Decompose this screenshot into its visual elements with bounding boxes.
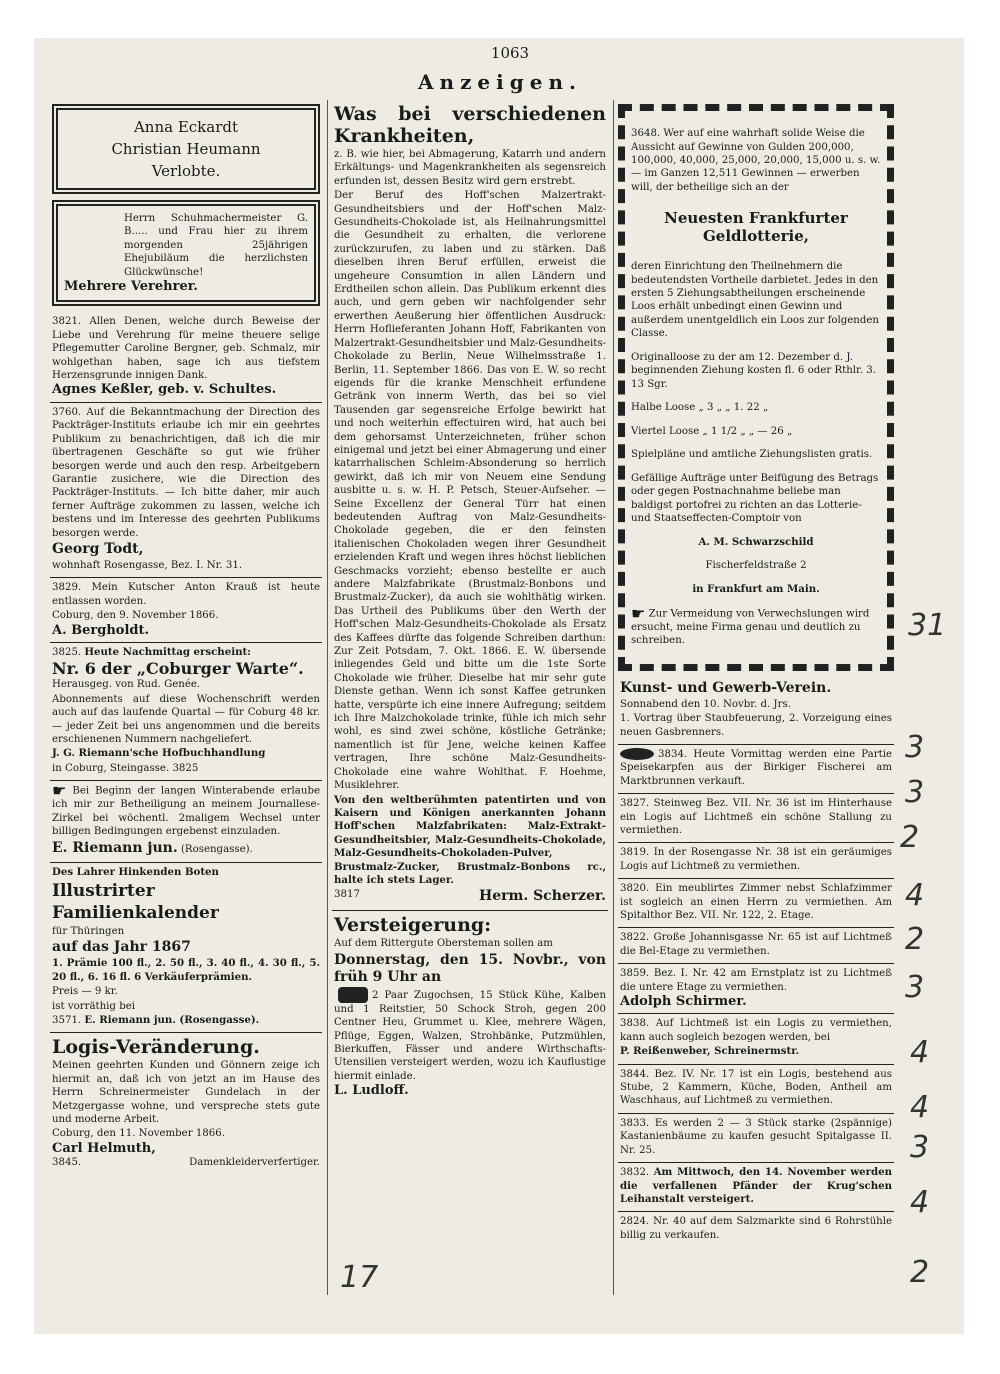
column-divider <box>613 100 614 1295</box>
ad-2824 <box>618 1212 894 1247</box>
ad-number: 3825. <box>52 646 82 658</box>
ad-text: Originalloose zu der am 12. Dezember d. J. beginnenden Ziehung kosten fl. 6 oder Rthlr. 3. 13 Sgr. <box>631 351 876 390</box>
ad-text: Viertel Loose „ 1 1/2 „ „ — 26 „ <box>631 425 793 437</box>
column-1 <box>50 100 322 1175</box>
ad-3819 <box>618 843 894 879</box>
ad-text: für Thüringen <box>52 925 125 937</box>
column-divider <box>327 100 328 1295</box>
ad-auction <box>332 911 608 1102</box>
ad-address: wohnhaft Rosengasse, Bez. I. Nr. 31. <box>52 559 243 571</box>
ad-number: 3844. <box>620 1068 650 1080</box>
ad-3820 <box>618 879 894 928</box>
margin-note: 2 <box>910 1255 930 1290</box>
section-title: Anzeigen. <box>418 70 582 94</box>
column-2 <box>332 100 608 1103</box>
ad-text: Bez. I. Nr. 42 am Ernstplatz ist zu Lichtmeß die untere Etage zu vermiethen. <box>620 968 892 993</box>
ad-text: Mein Kutscher Anton Krauß ist heute entlassen worden. <box>52 582 320 607</box>
ad-number: 3571. <box>52 1014 82 1026</box>
ad-signature: Carl Helmuth, <box>52 1140 156 1156</box>
ad-text: Von den weltberühmten patentirten und von Kaisern und Königen anerkannten Johann Hoff'schen Malzfabrikaten: Malz-Extrakt-Gesundheitsbier, Malz-Gesundheits-Chokolade, Malz-Gesundheits-Chokoladen-Pulver, Brustmalz-Zucker, Brustmalz-Bonbons rc., halte ich stets Lager. <box>334 793 606 886</box>
margin-note: 17 <box>340 1260 379 1295</box>
ad-art-society <box>618 677 894 745</box>
pointing-hand-icon: ☛ <box>631 603 646 623</box>
ad-number: 3829. <box>52 582 82 594</box>
ad-text: ist vorräthig bei <box>52 1000 136 1012</box>
ad-signature: E. Riemann jun. <box>52 839 178 856</box>
ad-lottery <box>618 104 894 671</box>
engagement-status: Verlobte. <box>151 162 221 180</box>
ad-text: Auf dem Rittergute Obersteman sollen am <box>334 938 553 950</box>
ad-text: Ein meublirtes Zimmer nebst Schlafzimmer ist sogleich an einen Herrn zu vermiethen. Am Spitalthor Bez. VII. Nr. 122, 2. Etage. <box>620 883 892 922</box>
ad-3821 <box>50 312 322 402</box>
margin-note: 4 <box>910 1090 930 1125</box>
margin-note: 3 <box>905 775 925 810</box>
ad-text: Nr. 40 auf dem Salzmarkte sind 6 Rohrstühle billig zu verkaufen. <box>620 1216 892 1241</box>
margin-note: 3 <box>905 970 925 1005</box>
ad-place-date: Coburg, den 9. November 1866. <box>52 610 219 622</box>
ad-3833 <box>618 1114 894 1163</box>
ad-number: 3648. <box>631 128 661 140</box>
ad-address: in Coburg, Steingasse. <box>52 762 170 774</box>
ad-text: Bei Beginn der langen Winterabende erlaube ich mir zur Betheiligung an meinem Journallese-Zirkel bei wöchentl. 2maligem Wechsel unter billigen Bedingungen ergebenst einzuladen. <box>52 785 320 838</box>
ad-malt-extract <box>332 100 608 911</box>
ad-3834 <box>618 745 894 794</box>
column-3 <box>618 100 894 1247</box>
page-number: 1063 <box>490 44 530 62</box>
ad-signature: L. Ludloff. <box>334 1083 409 1099</box>
ad-signature: Herm. Scherzer. <box>479 888 606 905</box>
ad-number: 3825 <box>172 762 199 774</box>
ad-title: Was bei verschiedenen Krankheiten, <box>334 103 606 147</box>
ad-title: Logis-Veränderung. <box>52 1036 260 1059</box>
margin-note: 4 <box>910 1035 930 1070</box>
engagement-name: Anna Eckardt <box>133 118 239 136</box>
ad-address: in Frankfurt am Main. <box>692 583 820 596</box>
ad-text: Halbe Loose „ 3 „ „ 1. 22 „ <box>631 402 769 414</box>
ad-text: Bez. IV. Nr. 17 ist ein Logis, bestehend aus Stube, 2 Kammern, Küche, Boden, Antheil am Waschhaus, auf Lichtmeß zu vermiethen. <box>620 1068 892 1107</box>
ad-logis-change <box>50 1033 322 1174</box>
ad-price: Preis — 9 kr. <box>52 986 118 998</box>
ad-3825 <box>50 643 322 781</box>
ad-text: Allen Denen, welche durch Beweise der Liebe und Verehrung für meine theuere selige Pflegemutter Caroline Bergner, geb. Schmalz, mir wohlgethan haben, sage ich aus tiefstem Herzensgrunde innigen Dank. <box>52 316 320 382</box>
ad-signature: J. G. Riemann'sche Hofbuchhandlung <box>52 747 266 760</box>
ad-number: 3827. <box>620 798 650 810</box>
margin-note: 4 <box>905 878 925 913</box>
ad-text: Es werden 2 — 3 Stück starke (2spännige) Kastanienbäume zu kaufen gesucht Spitalgasse II. Nr. 25. <box>620 1117 892 1156</box>
ad-number: 3845. <box>52 1157 82 1169</box>
ad-title: Kunst- und Gewerb-Verein. <box>620 679 832 696</box>
ad-calendar <box>50 863 322 1034</box>
ad-text: 2 Paar Zugochsen, 15 Stück Kühe, Kalben und 1 Reitstier, 50 Schock Stroh, gegen 200 Centner Heu, Grummet u. Klee, mehrere Wägen, Pflüge, Eggen, Walzen, Strohbänke, Putzmühlen, Bierkuffen, Fässer und andere Wirthschafts-Utensilien versteigert werden, wozu ich Kauflustige hiermit einlade. <box>334 989 606 1082</box>
ad-text: 1. Vortrag über Staubfeuerung, 2. Vorzeigung eines neuen Gasbrenners. <box>620 713 892 738</box>
ad-signature: Adolph Schirmer. <box>620 994 747 1010</box>
ad-number: 3817 <box>334 889 360 901</box>
ad-text: Donnerstag, den 15. Novbr., von früh 9 Uhr an <box>334 951 606 985</box>
ad-number: 3760. <box>52 406 82 418</box>
ad-text: Gefällige Aufträge unter Beifügung des Betrags oder gegen Postnachnahme beliebe man baldigst portofrei zu richten an das Lotterie- und Staatseffecten-Comptoir von <box>631 473 879 525</box>
ad-3832 <box>618 1163 894 1212</box>
ox-icon <box>338 987 368 1003</box>
ad-signature: A. M. Schwarzschild <box>698 535 814 548</box>
engagement-notice <box>52 104 320 194</box>
ad-text: Abonnements auf diese Wochenschrift werden auch auf das laufende Quartal — für Coburg 48 kr. — jeder Zeit bei uns angenommen und die bereits erschienenen Nummern nachgeliefert. <box>52 693 320 745</box>
ad-3829 <box>50 578 322 643</box>
ad-3827 <box>618 794 894 843</box>
ad-text: Zur Vermeidung von Verwechslungen wird ersucht, meine Firma genau und deutlich zu schreiben. <box>631 608 870 647</box>
ad-text: Heute Nachmittag erscheint: <box>84 645 251 658</box>
ad-3822 <box>618 928 894 964</box>
ad-3760 <box>50 403 322 578</box>
fish-icon <box>620 748 654 760</box>
ad-text: deren Einrichtung den Theilnehmern die bedeutendsten Vortheile darbietet. Jedes in den ersten 5 Ziehungsabtheilungen erscheinende Loos erhält unbedingt einen Gewinn und außerdem unentgeldlich ein Loos zur folgenden Classe. <box>631 261 879 340</box>
ad-profession: Damenkleiderverfertiger. <box>189 1157 320 1169</box>
ad-number: 3833. <box>620 1117 650 1129</box>
ad-number: 3838. <box>620 1018 650 1030</box>
ad-text: Wer auf eine wahrhaft solide Weise die Aussicht auf Gewinne von Gulden 200,000, 100,000, 40,000, 25,000, 20,000, 15,000 u. s. w. — im Ganzen 12,511 Gewinnen — erwerben will, der betheilige sich an der <box>631 128 881 193</box>
ad-signature: Georg Todt, <box>52 540 144 557</box>
margin-note: 31 <box>908 608 947 643</box>
ad-text: Meinen geehrten Kunden und Gönnern zeige ich hiermit an, daß ich von jetzt an im Hause des Herrn Schreinermeister Gundelach in der Metzgergasse wohne, und verspreche stets gute und moderne Arbeit. <box>52 1060 320 1126</box>
ad-signature: Agnes Keßler, geb. v. Schultes. <box>52 382 277 398</box>
margin-note: 2 <box>900 820 920 855</box>
ad-text: Des Lahrer Hinkenden Boten <box>52 865 219 878</box>
ad-number: 3834. <box>658 748 688 760</box>
ad-number: 3832. <box>620 1167 650 1179</box>
ad-text: Herausgeg. von Rud. Genée. <box>52 679 201 691</box>
ad-text: z. B. wie hier, bei Abmagerung, Katarrh und andern Erkältungs- und Magenkrankheiten als segensreich erfunden ist, dessen Besitz wird gern erstrebt. <box>334 149 606 187</box>
margin-note: 3 <box>910 1130 930 1165</box>
ad-3838 <box>618 1014 894 1064</box>
anniversary-notice <box>52 200 320 306</box>
ad-journal-circle <box>50 781 322 862</box>
ad-text: Heute Vormittag werden eine Partie Speisekarpfen aus der Birkiger Fischerei am Marktbrunnen verkauft. <box>620 748 892 787</box>
ad-number: 3821. <box>52 316 82 328</box>
anniversary-text: Herrn Schuhmachermeister G. B..... und Frau hier zu ihrem morgenden 25jährigen Ehejubiläum die herzlichsten Glückwünsche! <box>124 213 308 278</box>
ad-text: Steinweg Bez. VII. Nr. 36 ist im Hinterhause ein Logis auf Lichtmeß ein schöne Stallung zu vermiethen. <box>620 798 892 836</box>
ad-text: In der Rosengasse Nr. 38 ist ein geräumiges Logis auf Lichtmeß zu vermiethen. <box>620 847 892 872</box>
ad-signature: E. Riemann jun. (Rosengasse). <box>84 1013 260 1026</box>
ad-text: Spielpläne und amtliche Ziehungslisten gratis. <box>631 449 873 461</box>
ad-text: Sonnabend den 10. Novbr. d. Jrs. <box>620 698 791 710</box>
ad-number: 3822. <box>620 932 650 944</box>
margin-note: 4 <box>910 1185 930 1220</box>
ad-title: Nr. 6 der „Coburger Warte“. <box>52 659 304 679</box>
ad-title: Neuesten Frankfurter Geldlotterie, <box>664 209 848 246</box>
ad-3859 <box>618 964 894 1014</box>
pointing-hand-icon: ☛ <box>52 781 67 801</box>
ad-address: Fischerfeldstraße 2 <box>705 560 807 572</box>
ad-text: auf das Jahr 1867 <box>52 939 191 956</box>
ad-number: 3859. <box>620 968 650 980</box>
engagement-name: Christian Heumann <box>111 140 261 158</box>
margin-note: 3 <box>905 730 925 765</box>
margin-note: 2 <box>905 922 925 957</box>
ad-text: Der Beruf des Hoff'schen Malzertrakt-Gesundheitsbiers und der Hoff'schen Malz-Gesundheits-Chokolade ist, als Heilnahrungsmittel die Gesundheit zu erhalten, die verlorene zurückzurufen, zu laben und zu stärken. Daß dieselben ihren Beruf erfüllen, erweist die ungeheure Consumtion in allen Ländern und Erdtheilen schon allein. Das Publikum erkennt dies auch, und gern geben wir nachfolgender sehr erwerthen Aeußerung hier öffentlichen Ausdruck: Herrn Hoflieferanten Johann Hoff, Fabrikanten von Malzertrakt-Gesundheitsbier und Malz-Gesundheits-Chokolade zu Berlin, Neue Wilhelmsstraße 1. Berlin, 11. September 1866. Das von E. W. so recht eigends für die kranke Menschheit erfundene Getränk von innerm Werth, das bei so viel Tausenden gar segensreiche Erfolge bewirkt hat und noch weiterhin effectuiren wird, hat auch bei dem gehorsamst Unterzeichneten, früher schon einigemal und jetzt bei einer Abmagerung und einer katarrhalischen Schleim-Absonderung so herrlich gewirkt, daß ich mir von Neuem eine Sendung ausbitte u. s. w. H. P. Petsch, Steuer-Aufseher. — Seine Excellenz der General Türr hat einen bedeutenden Auftrag von Malz-Gesundheits-Chokolade gegeben, die er den feinsten italienischen Chokoladen wegen ihrer Gesundheit erzielenden Kraft und wegen ihres höchst lieblichen Geschmacks vorzieht; ebenso bestellte er auch andere Malzfabrikate (Brustmalz-Bonbons und Brustmalz-Zucker), da auch sie wohlthätig wirken. Das Urtheil des Publikums über den Werth der Hoff'schen Malz-Gesundheits-Chokolade als Ersatz des Kaffees dürfte das folgende Schreiben darthun: Zur Zeit Potsdam, 7. Okt. 1866. E. W. übersende inliegendes Geld und bitte um die 1ste Sorte Chokolade wie früher. Dieselbe hat mir sehr gute Dienste gethan. Wenn ich sonst Kaffee getrunken hatte, verspürte ich eine innere Aufregung; seitdem ich Ihre Malzchokolade trinke, fühle ich mich sehr wohl, es sind zwei schöne, köstliche Getränke; namentlich ist für Jene, welche keinen Kaffee vertragen, Ihre schöne Malz-Gesundheits-Chokolade eine wahre Wohlthat. F. Hoehme, Musiklehrer. <box>334 190 607 792</box>
ad-text: Große Johannisgasse Nr. 65 ist auf Lichtmeß die Bel-Etage zu vermiethen. <box>620 932 892 957</box>
ad-place-date: Coburg, den 11. November 1866. <box>52 1128 225 1140</box>
ad-text: Auf die Bekanntmachung der Direction des Packträger-Instituts erlaube ich mir ein geehrtes Publikum zu benachrichtigen, daß ich die mir übertragenen Geschäfte so gut wie früher besorgen werde und auch den resp. Arbeitgebern Garantie zusichere, wie die Direction des Packträger-Instituts. — Ich bitte daher, mir auch ferner Aufträge zukommen zu lassen, welche ich bestens und im Interesse des geehrten Publikums besorgen werde. <box>52 406 320 539</box>
ad-number: 2824. <box>620 1216 650 1228</box>
ad-address: (Rosengasse). <box>180 843 253 855</box>
ad-title: Versteigerung: <box>334 914 492 937</box>
ad-text: 1. Prämie 100 fl., 2. 50 fl., 3. 40 fl., 4. 30 fl., 5. 20 fl., 6. 16 fl. 6 Verkäuferprämien. <box>52 957 320 983</box>
ad-number: 3819. <box>620 847 650 859</box>
ad-number: 3820. <box>620 883 650 895</box>
anniversary-signature: Mehrere Verehrer. <box>64 279 198 295</box>
ad-signature: P. Reißenweber, Schreinermstr. <box>620 1045 800 1058</box>
ad-signature: A. Bergholdt. <box>52 622 150 638</box>
ad-text: Am Mittwoch, den 14. November werden die verfallenen Pfänder der Krug'schen Leihanstalt versteigert. <box>620 1166 892 1205</box>
ad-title: Illustrirter Familienkalender <box>52 880 219 923</box>
ad-3844 <box>618 1065 894 1114</box>
ad-text: Auf Lichtmeß ist ein Logis zu vermiethen, kann auch sogleich bezogen werden, bei <box>620 1018 892 1043</box>
